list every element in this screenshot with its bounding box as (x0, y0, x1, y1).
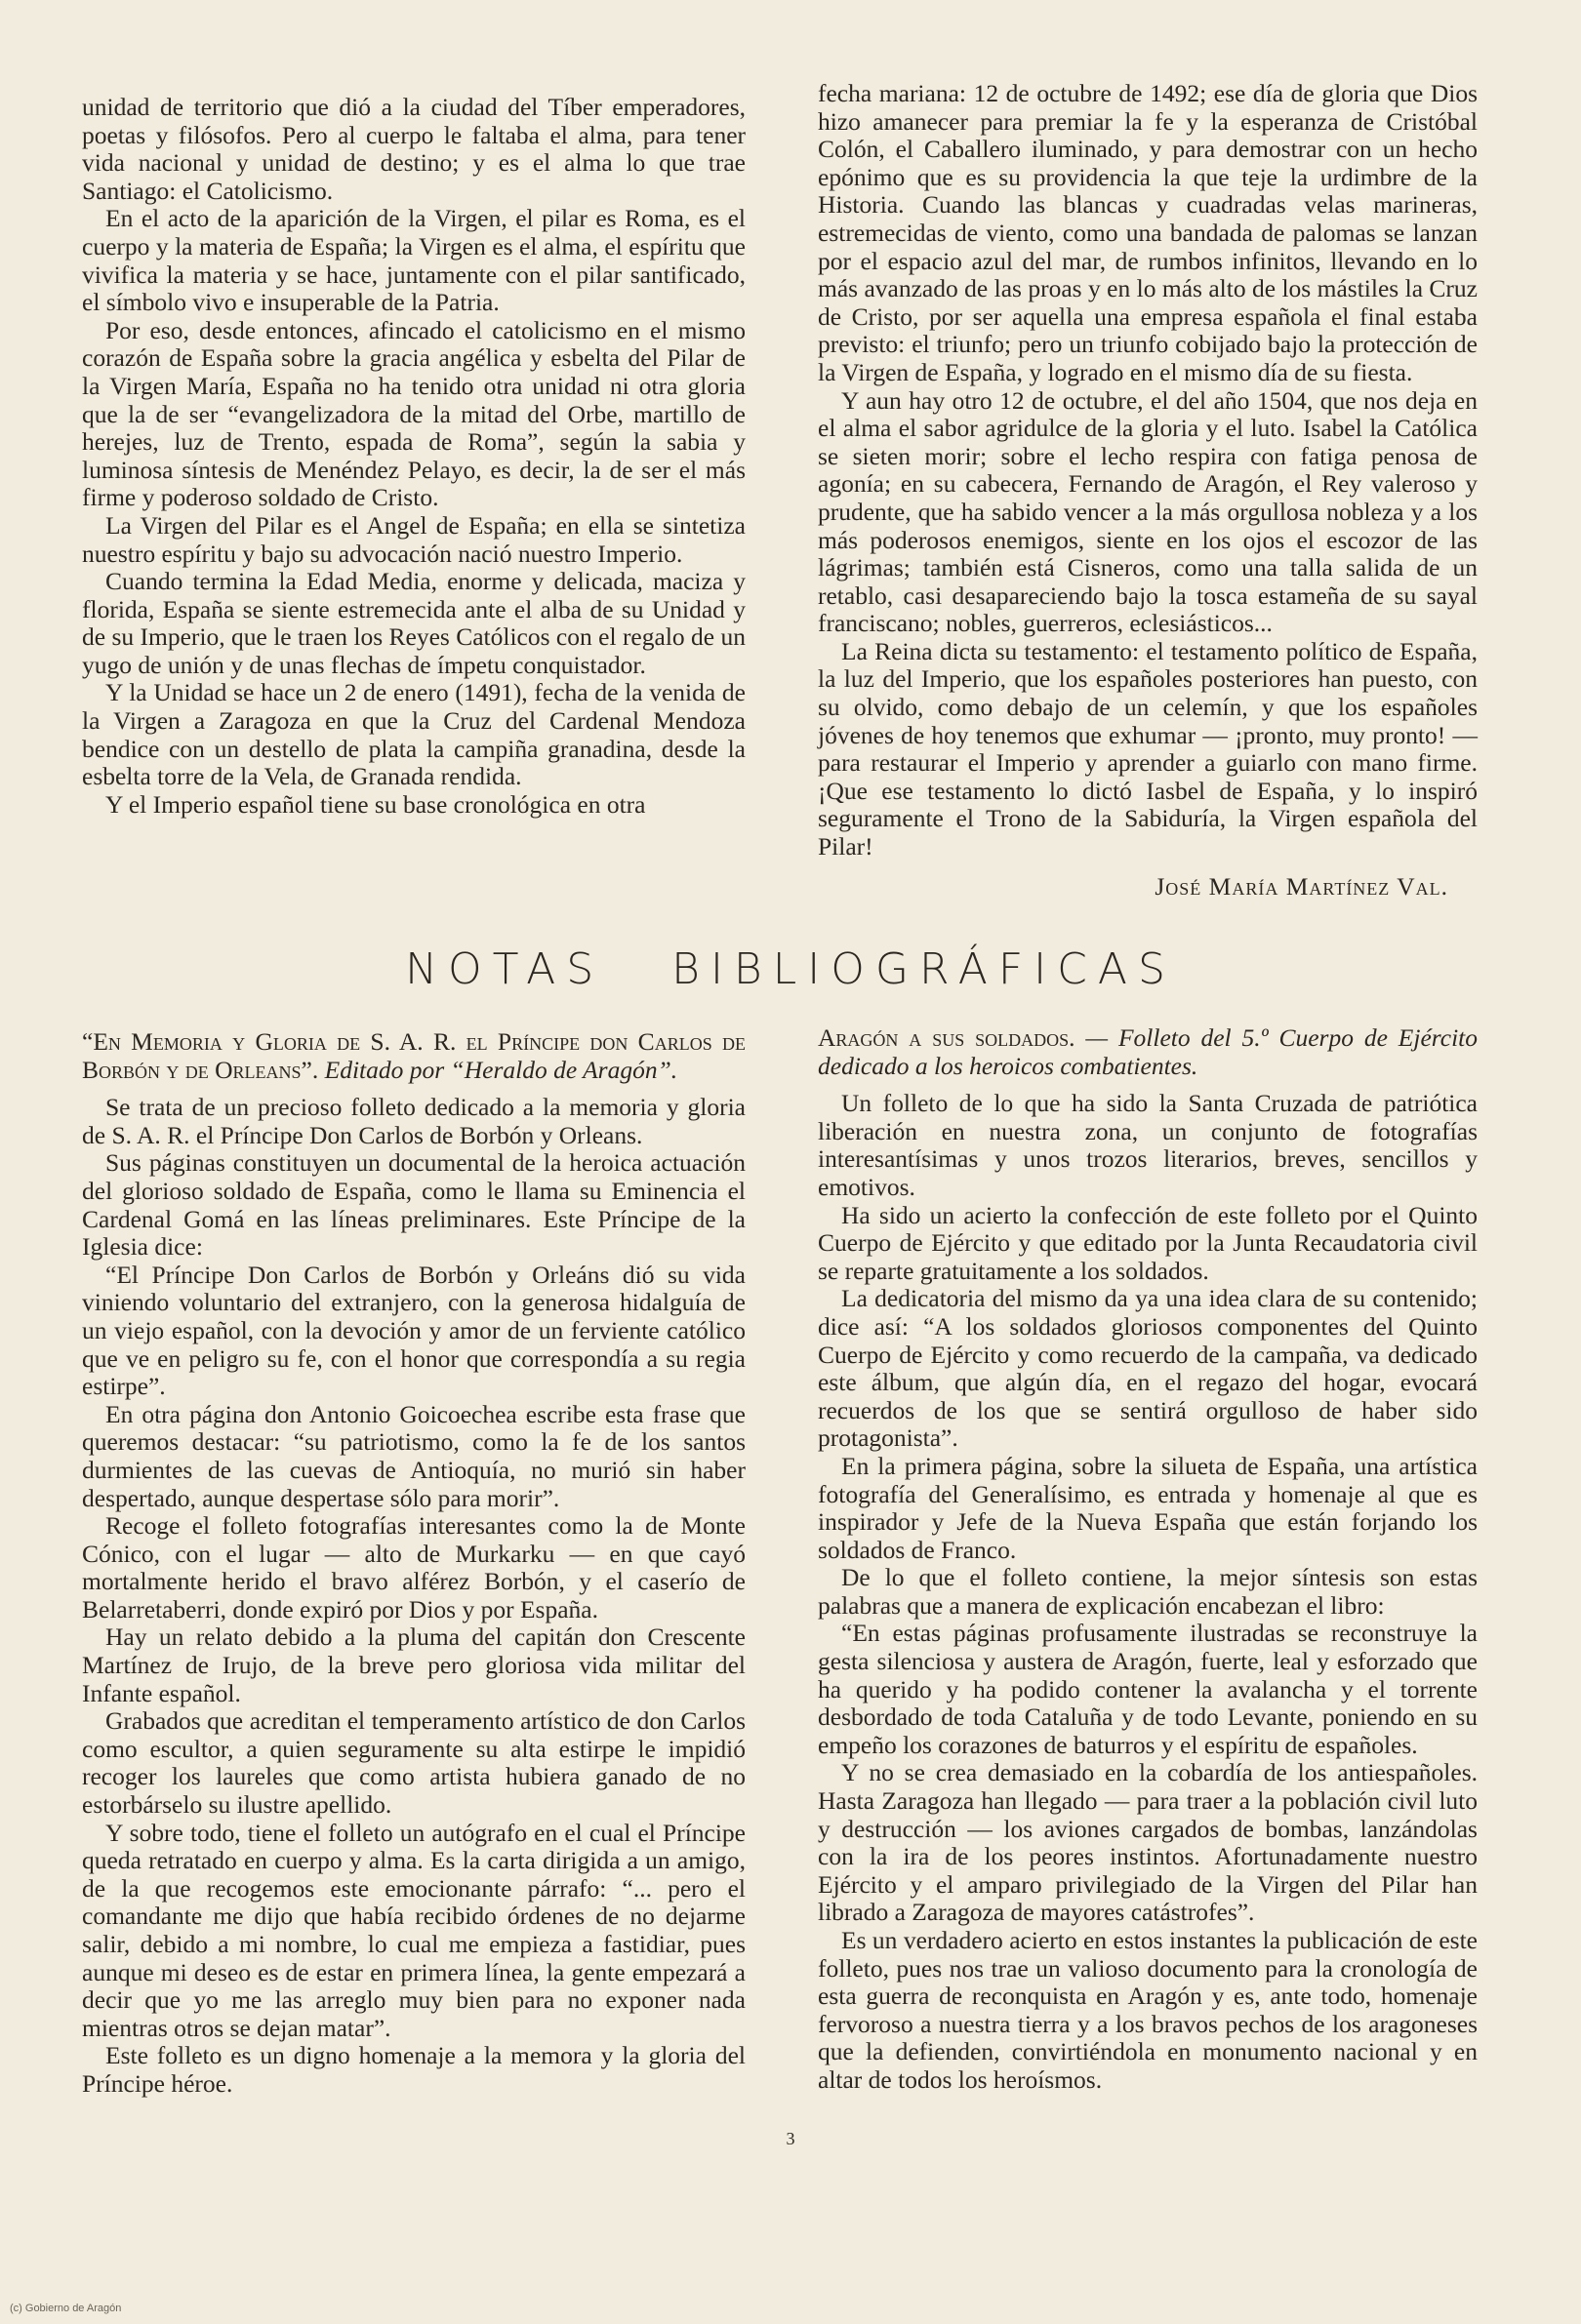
article-paragraph: Y aun hay otro 12 de octubre, el del año 1504, que nos deja en el alma el sabor agridulce de la gloria y el luto. Isabel la Católica se sieten morir; sobre el lecho respira con fatiga penosa de agonía; en su cabecera, Fernando de Aragón, el Rey valeroso y prudente, que ha sabido vencer a la más orgullosa nobleza y a los más poderosos enemigos, siente en los ojos el escozor de las lágrimas; también está Cisneros, como una talla salida de un retablo, casi desapareciendo bajo la tosca estameña de su sayal franciscano; nobles, guerreros, eclesiásticos... (818, 385, 1478, 638)
page-number: 3 (786, 2129, 795, 2148)
review-paragraph: En la primera página, sobre la silueta de España, una artística fotografía del Generalísimo, es entrada y homenaje al que es inspirador y Jefe de la Nueva España que están forjando los soldados de Franco. (818, 1451, 1478, 1564)
review-paragraph: Y no se crea demasiado en la cobardía de los antiespañoles. Hasta Zaragoza han llegado — para traer a la población civil luto y destrucción — los aviones cargados de bombas, lanzándolas con la ira de los peores instintos. Afortunadamente nuestro Ejército y el amparo privilegiado de la Virgen del Pilar han librado a Zaragoza de mayores catástrofes”. (818, 1758, 1478, 1927)
article-paragraph: La Reina dicta su testamento: el testamento político de España, la luz del Imperio, que los españoles posteriores han puesto, con su olvido, como debajo de un celemín, y que los españoles jóvenes de hoy tenemos que exhumar — ¡pronto, muy pronto! — para restaurar el Imperio y aprender a guiarlo con mano firme. ¡Que ese testamento lo dictó Iasbel de España, y lo inspiró seguramente el Trono de la Sabiduría, la Virgen española del Pilar! (818, 636, 1478, 861)
book-publisher: Editado por “Heraldo de Aragón”. (324, 1055, 678, 1084)
article-right-column (818, 80, 1478, 901)
article-paragraph: Cuando termina la Edad Media, enorme y delicada, maciza y florida, España se siente estremecida ante el alba de su Unidad y de su Imperio, que le traen los Reyes Católicos con el regalo de un yugo de unión y de unas flechas de ímpetu conquistador. (82, 567, 746, 679)
article-paragraph: Y el Imperio español tiene su base cronológica en otra (105, 789, 646, 819)
book-heading (818, 1024, 1478, 1080)
article-paragraph: La Virgen del Pilar es el Angel de España; en ella se sintetiza nuestro espíritu y bajo su advocación nació nuestro Imperio. (82, 510, 746, 568)
review-paragraph: Ha sido un acierto la confección de este folleto por el Quinto Cuerpo de Ejército y que editado por la Junta Recaudatoria civil se reparte gratuitamente a los soldados. (818, 1200, 1478, 1285)
review-paragraph: En otra página don Antonio Goicoechea escribe esta frase que queremos destacar: “su patriotismo, como la fe de los santos durmientes de las cuevas de Antioquía, no murió sin haber despertado, aunque despertase sólo para morir”. (82, 1399, 746, 1512)
book-heading (82, 1028, 746, 1084)
review-paragraph: Grabados que acreditan el temperamento artístico de don Carlos como escultor, a quien seguramente su alta estirpe le impidió recoger los laureles que como artista hubiera ganado de no estorbárselo su ilustre apellido. (82, 1706, 746, 1820)
article-left-column (82, 94, 746, 819)
section-title: NOTAS BIBLIOGRÁFICAS (405, 944, 1176, 994)
book-title: “En Memoria y Gloria de S. A. R. el Príncipe don Carlos de Borbón y de Orleans”. (82, 1027, 746, 1084)
review-paragraph: Este folleto es un digno homenaje a la memora y la gloria del Príncipe héroe. (82, 2041, 746, 2098)
notes-left-column (82, 1028, 746, 2099)
article-paragraph: unidad de territorio que dió a la ciudad del Tíber emperadores, poetas y filósofos. Pero al cuerpo le faltaba el alma, para tener vida nacional y unidad de destino; y es el alma lo que trae Santiago: el Catolicismo. (82, 93, 746, 205)
copyright-credit: (c) Gobierno de Aragón (10, 2303, 122, 2314)
review-paragraph: La dedicatoria del mismo da ya una idea clara de su contenido; dice así: “A los soldados gloriosos componentes del Quinto Cuerpo de Ejército y como recuerdo de la campaña, va dedicado este álbum, que algún día, en el regazo del hogar, evocará recuerdos de los que se sentirá orgulloso de haber sido protagonista”. (818, 1284, 1478, 1453)
article-paragraph: En el acto de la aparición de la Virgen, el pilar es Roma, es el cuerpo y la materia de España; la Virgen es el alma, el espíritu que vivifica la materia y se hace, juntamente con el pilar santificado, el símbolo vivo e insuperable de la Patria. (82, 204, 746, 317)
review-paragraph: Recoge el folleto fotografías interesantes como la de Monte Cónico, con el lugar — alto de Murkarku — en que cayó mortalmente herido el bravo alférez Borbón, y el caserío de Belarretaberri, donde expiró por Dios y por España. (82, 1511, 746, 1623)
article-paragraph: Y la Unidad se hace un 2 de enero (1491), fecha de la venida de la Virgen a Zaragoza en que la Cruz del Cardenal Mendoza bendice con un destello de plata la campiña granadina, desde la esbelta torre de la Vela, de Granada rendida. (82, 678, 746, 791)
book-title: Aragón a sus soldados. (818, 1023, 1075, 1052)
article-paragraph: Por eso, desde entonces, afincado el catolicismo en el mismo corazón de España sobre la gracia angélica y esbelta del Pilar de la Virgen María, España no ha tenido otra unidad ni otra gloria que la de ser “evangelizadora de la mitad del Orbe, martillo de herejes, luz de Trento, espada de Roma”, según la sabia y luminosa síntesis de Menéndez Pelayo, es decir, la de ser el más firme y poderoso soldado de Cristo. (82, 315, 746, 512)
review-paragraph: Se trata de un precioso folleto dedicado a la memoria y gloria de S. A. R. el Príncipe Don Carlos de Borbón y Orleans. (82, 1093, 746, 1149)
review-paragraph: “El Príncipe Don Carlos de Borbón y Orleáns dió su vida viniendo voluntario del extranjero, con la generosa hidalguía de un viejo español, con la devoción y amor de un ferviente católico que ve en peligro su fe, con el honor que correspondía a su regia estirpe”. (82, 1260, 746, 1401)
review-paragraph: Hay un relato debido a la pluma del capitán don Crescente Martínez de Irujo, de la breve pero gloriosa vida militar del Infante español. (82, 1623, 746, 1707)
review-paragraph: Un folleto de lo que ha sido la Santa Cruzada de patriótica liberación en nuestra zona, un conjunto de fotografías interesantísimas y unos trozos literarios, breves, sencillos y emotivos. (818, 1089, 1478, 1201)
review-paragraph: Sus páginas constituyen un documental de la heroica actuación del glorioso soldado de España, como le llama su Eminencia el Cardenal Gomá en las líneas preliminares. Este Príncipe de la Iglesia dice: (82, 1148, 746, 1262)
book-description: — Folleto del 5.º Cuerpo de Ejército dedicado a los heroicos combatientes. (818, 1023, 1478, 1080)
review-paragraph: “En estas páginas profusamente ilustradas se reconstruye la gesta silenciosa y austera de Aragón, fuerte, leal y esforzado que ha querido y ha podido contener la avalancha y el torrente desbordado de toda Cataluña y de todo Levante, poniendo en su empeño los corazones de baturros y el espíritu de españoles. (818, 1619, 1478, 1759)
review-paragraph: Y sobre todo, tiene el folleto un autógrafo en el cual el Príncipe queda retratado en cuerpo y alma. Es la carta dirigida a un amigo, de la que recogemos este emocionante párrafo: “... pero el comandante me dijo que había recibido órdenes de no dejarme salir, debido a mi nombre, lo cual me empieza a fastidiar, pues aunque mi deseo es de estar en primera línea, la gente empezará a decir que yo me las arreglo muy bien para no exponer nada mientras otros se dejan matar”. (82, 1818, 746, 2042)
review-paragraph: Es un verdadero acierto en estos instantes la publicación de este folleto, pues nos trae un valioso documento para la cronología de esta guerra de reconquista en Aragón y es, ante todo, homenaje fervoroso a nuestra tierra y a los bravos pechos de los aragoneses que la defienden, convirtiéndola en monumento nacional y en altar de todos los heroísmos. (818, 1926, 1478, 2094)
article-paragraph: fecha mariana: 12 de octubre de 1492; ese día de gloria que Dios hizo amanecer para premiar la fe y la esperanza de Cristóbal Colón, el Caballero iluminado, y para demostrar con un hecho epónimo que es su providencia la que teje la urdimbre de la Historia. Cuando las blancas y cuadradas velas marineras, estremecidas de viento, como una bandada de palomas se lanzan por el espacio azul del mar, de rumbos infinitos, llevando en lo más avanzado de las proas y en lo más alto de los mástiles la Cruz de Cristo, por ser aquella una empresa española el final estaba previsto: el triunfo; pero un triunfo cobijado bajo la protección de la Virgen de España, y logrado en el mismo día de su fiesta. (818, 79, 1478, 386)
author-signature: José María Martínez Val. (1155, 871, 1448, 901)
review-paragraph: De lo que el folleto contiene, la mejor síntesis son estas palabras que a manera de explicación encabezan el libro: (818, 1563, 1478, 1620)
notes-right-column (818, 1024, 1478, 2095)
